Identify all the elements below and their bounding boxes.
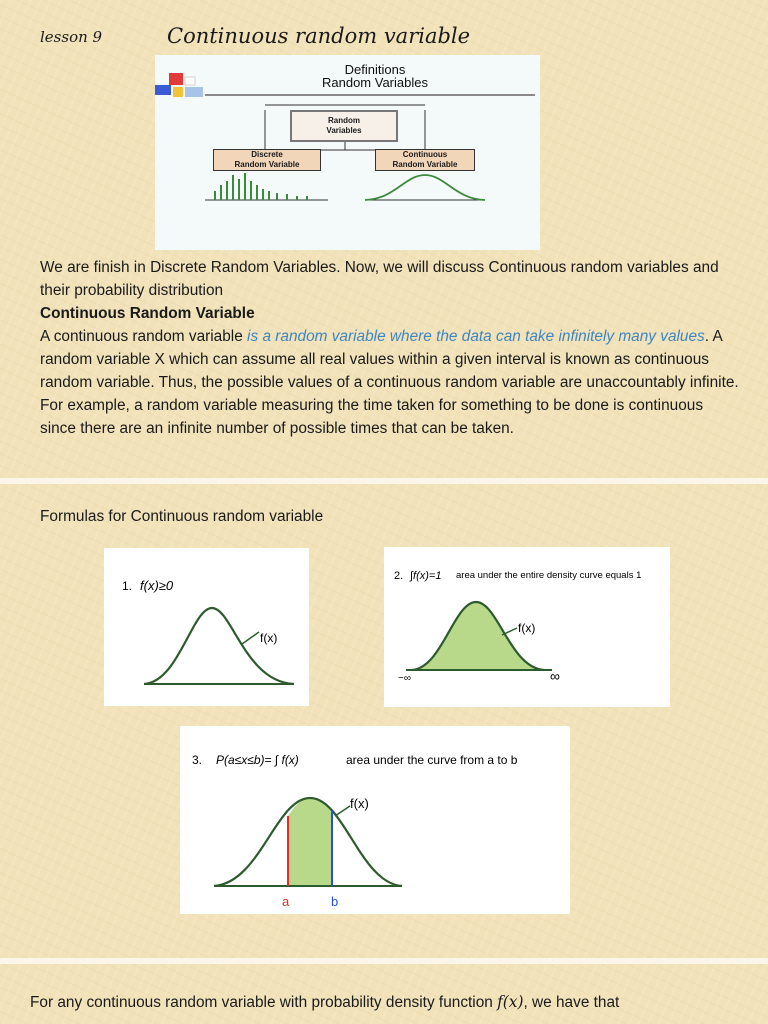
diagram-title-line1: Definitions bbox=[344, 62, 406, 77]
formula-2-description: area under the entire density curve equals 1 bbox=[456, 570, 642, 581]
continuous-box-line1: Continuous bbox=[402, 150, 448, 159]
formula-1-number: 1. bbox=[122, 579, 133, 593]
formula-3-text: P(a≤x≤b)= ∫ f(x) bbox=[216, 753, 299, 767]
label-arrow bbox=[335, 806, 350, 816]
formula-2-text: ∫f(x)=1 bbox=[410, 570, 442, 582]
formula-card-3 bbox=[180, 726, 570, 914]
discrete-box-line2: Random Variable bbox=[234, 160, 300, 169]
lesson-label: lesson 9 bbox=[40, 28, 103, 46]
formula-card-1 bbox=[104, 548, 309, 706]
intro-text: We are finish in Discrete Random Variables. Now, we will discuss Continuous random variables and their probability distribution bbox=[40, 259, 719, 299]
continuous-curve bbox=[365, 175, 485, 200]
footer-text bbox=[30, 993, 619, 1012]
diagram-title-line2: Random Variables bbox=[322, 75, 428, 90]
logo-square bbox=[169, 73, 183, 85]
formula-3-description: area under the curve from a to b bbox=[346, 753, 518, 767]
formula-3-graphic bbox=[180, 726, 570, 914]
logo-square bbox=[173, 87, 183, 97]
formula-1-text: f(x)≥0 bbox=[140, 578, 174, 593]
negative-infinity: −∞ bbox=[398, 673, 411, 684]
logo-square bbox=[185, 77, 195, 85]
formula-card-2 bbox=[384, 547, 670, 707]
formula-2-graphic bbox=[384, 547, 670, 707]
formula-1-graphic bbox=[104, 548, 309, 706]
formulas-label: Formulas for Continuous random variable bbox=[40, 508, 324, 525]
bound-a-label: a bbox=[282, 894, 290, 909]
discrete-box-line1: Discrete bbox=[251, 150, 283, 159]
body-text bbox=[40, 256, 740, 440]
shaded-area bbox=[288, 798, 332, 886]
curve-label: f(x) bbox=[260, 631, 278, 645]
curve-label: f(x) bbox=[350, 796, 369, 811]
continuous-box bbox=[375, 149, 475, 171]
definitions-diagram bbox=[155, 55, 540, 250]
footer-end: , we have that bbox=[523, 994, 620, 1011]
logo-square bbox=[185, 87, 203, 97]
formula-2-number: 2. bbox=[394, 570, 404, 582]
formula-3-number: 3. bbox=[192, 753, 203, 767]
definition-emphasis: is a random variable where the data can take infinitely many values bbox=[247, 328, 705, 345]
density-curve bbox=[144, 608, 294, 684]
positive-infinity: ∞ bbox=[550, 668, 560, 684]
root-box-line2: Variables bbox=[326, 126, 362, 135]
curve-label: f(x) bbox=[518, 621, 536, 635]
label-arrow bbox=[242, 632, 259, 644]
bound-b-label: b bbox=[331, 894, 339, 909]
footer-start: For any continuous random variable with probability density function bbox=[30, 994, 498, 1011]
footer-fx: f(x) bbox=[497, 993, 524, 1011]
continuous-box-line2: Random Variable bbox=[392, 160, 458, 169]
diagram-title bbox=[295, 63, 455, 89]
discrete-bars bbox=[205, 173, 328, 200]
page-title: Continuous random variable bbox=[167, 24, 471, 48]
definition-start: A continuous random variable bbox=[40, 328, 248, 345]
logo-square bbox=[155, 85, 171, 95]
definition-rest: . A random variable X which can assume all real values within a given interval is known as continuous random variable. Thus, the possible values of a continuous random variable are unaccountably infinite. For example, a random variable measuring the time taken for something to be done is continuous since there are an infinite number of possible times that can be taken. bbox=[40, 328, 739, 437]
root-box bbox=[290, 110, 398, 142]
root-box-line1: Random bbox=[328, 116, 360, 125]
discrete-box bbox=[213, 149, 321, 171]
section-heading: Continuous Random Variable bbox=[40, 305, 255, 322]
